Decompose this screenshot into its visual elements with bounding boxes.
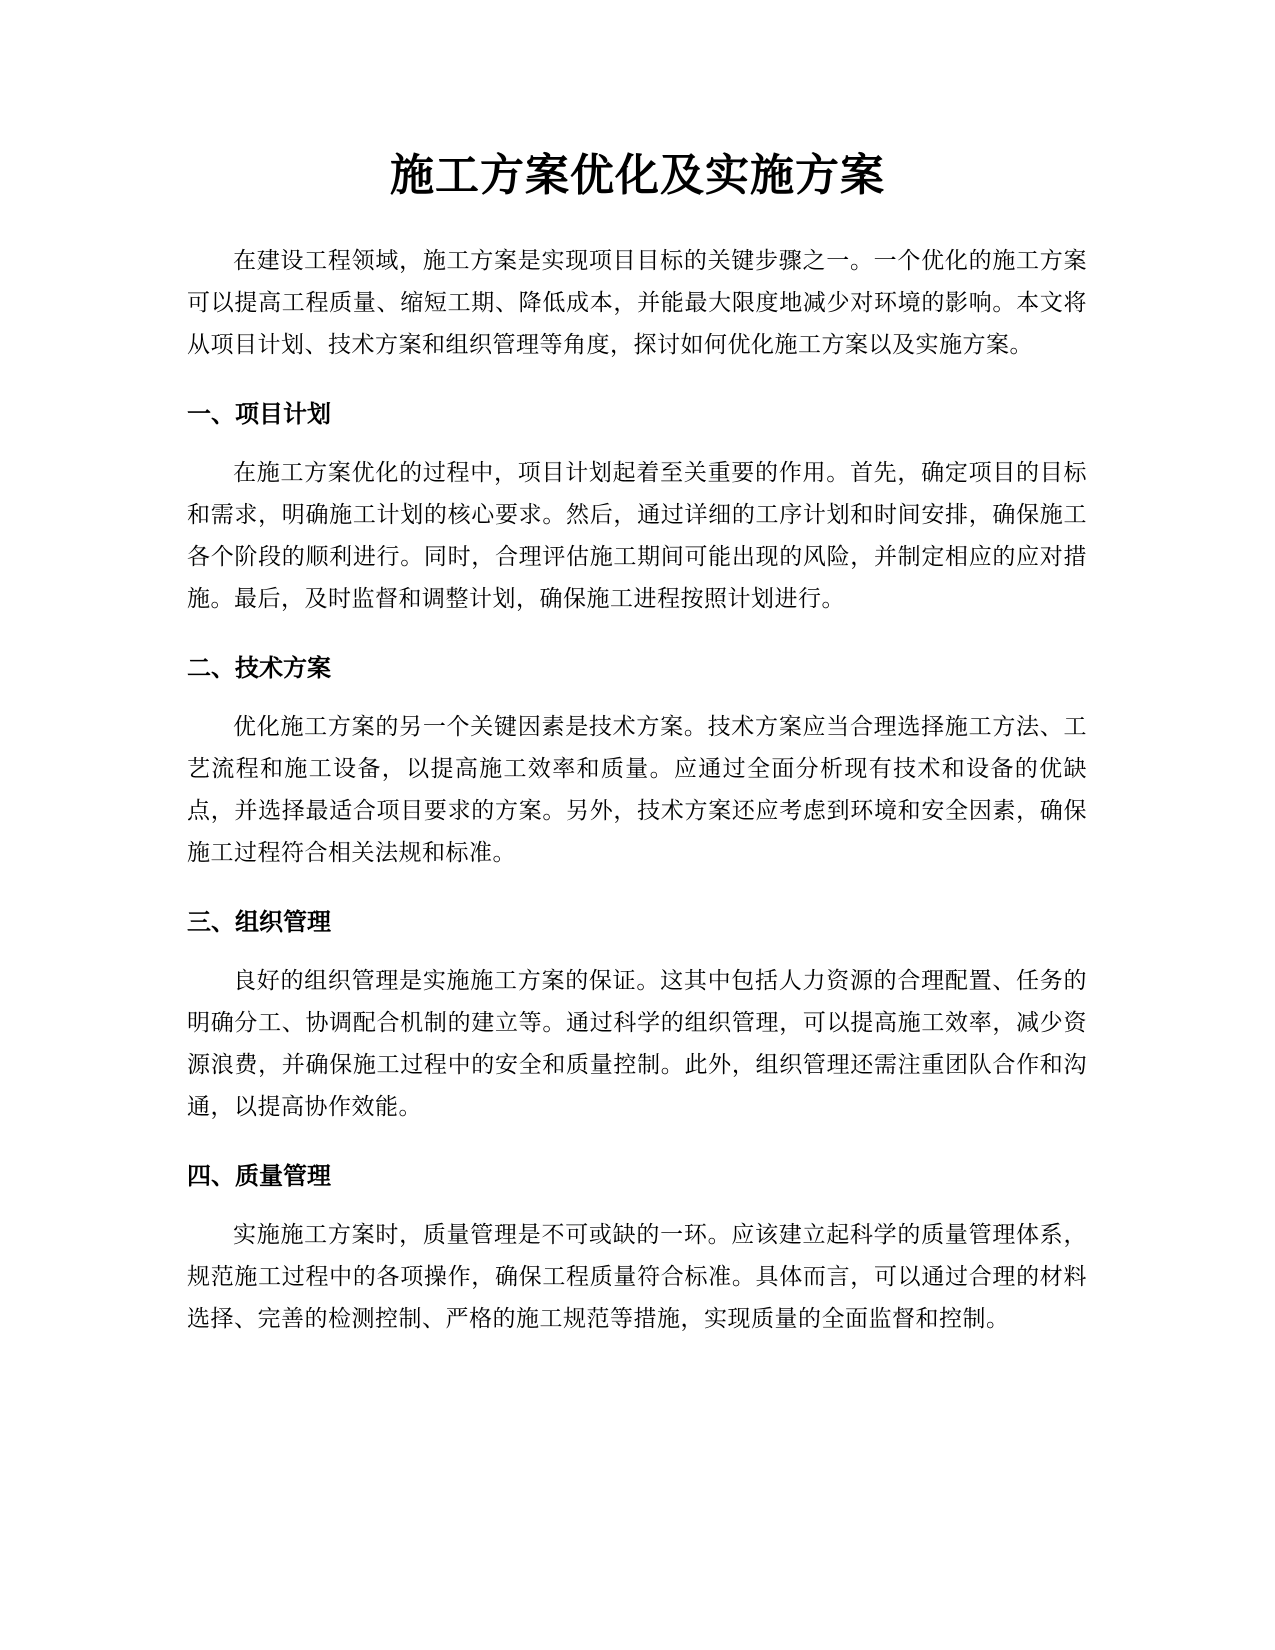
section-heading-organization: 三、组织管理 — [187, 908, 331, 936]
section-paragraph-technical-plan: 优化施工方案的另一个关键因素是技术方案。技术方案应当合理选择施工方法、工艺流程和施工设备，以提高施工效率和质量。应通过全面分析现有技术和设备的优缺点，并选择最适合项目要求的方案。另外，技术方案还应考虑到环境和安全因素，确保施工过程符合相关法规和标准。 — [187, 714, 1087, 866]
section-paragraph-project-plan: 在施工方案优化的过程中，项目计划起着至关重要的作用。首先，确定项目的目标和需求，明确施工计划的核心要求。然后，通过详细的工序计划和时间安排，确保施工各个阶段的顺利进行。同时，合理评估施工期间可能出现的风险，并制定相应的应对措施。最后，及时监督和调整计划，确保施工进程按照计划进行。 — [187, 460, 1087, 612]
document-body — [187, 240, 1087, 1340]
page-title: 施工方案优化及实施方案 — [390, 150, 885, 201]
section-heading-technical-plan: 二、技术方案 — [187, 654, 331, 682]
section-heading-quality: 四、质量管理 — [187, 1162, 331, 1190]
section-paragraph-organization: 良好的组织管理是实施施工方案的保证。这其中包括人力资源的合理配置、任务的明确分工、协调配合机制的建立等。通过科学的组织管理，可以提高施工效率，减少资源浪费，并确保施工过程中的安全和质量控制。此外，组织管理还需注重团队合作和沟通，以提高协作效能。 — [187, 968, 1087, 1120]
section-paragraph-quality: 实施施工方案时，质量管理是不可或缺的一环。应该建立起科学的质量管理体系，规范施工过程中的各项操作，确保工程质量符合标准。具体而言，可以通过合理的材料选择、完善的检测控制、严格的施工规范等措施，实现质量的全面监督和控制。 — [187, 1222, 1087, 1332]
intro-paragraph: 在建设工程领域，施工方案是实现项目目标的关键步骤之一。一个优化的施工方案可以提高工程质量、缩短工期、降低成本，并能最大限度地减少对环境的影响。本文将从项目计划、技术方案和组织管理等角度，探讨如何优化施工方案以及实施方案。 — [187, 248, 1087, 358]
section-heading-project-plan: 一、项目计划 — [187, 400, 331, 428]
